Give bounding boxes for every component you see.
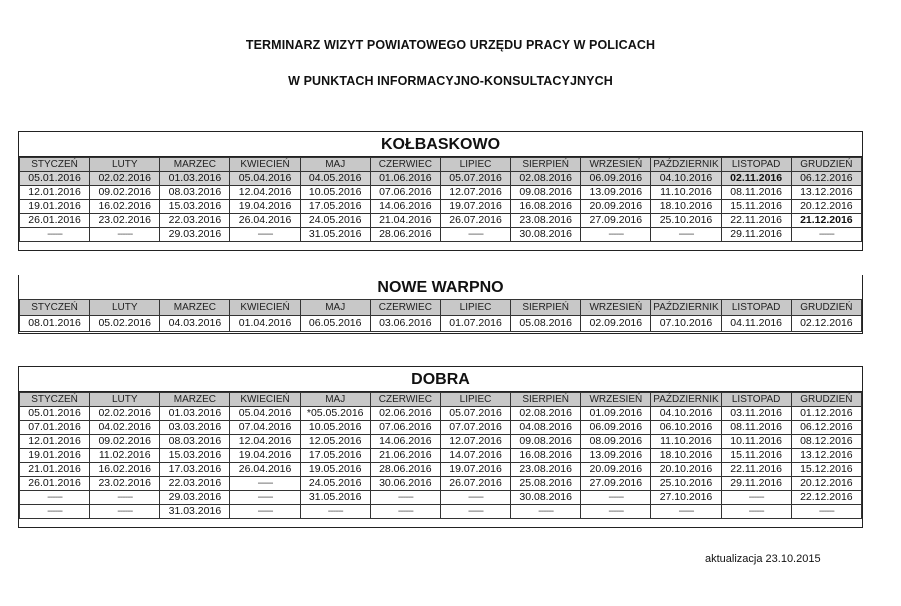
date-cell: 14.06.2016 (370, 200, 440, 214)
date-cell: 19.01.2016 (20, 449, 90, 463)
date-cell: ------ (440, 228, 510, 242)
date-cell: 26.01.2016 (20, 477, 90, 491)
date-cell: ------ (230, 477, 300, 491)
date-cell: 22.11.2016 (721, 214, 791, 228)
date-cell: ------ (440, 505, 510, 519)
date-cell: 01.07.2016 (440, 316, 510, 332)
date-cell: 26.01.2016 (20, 214, 90, 228)
month-header: SIERPIEŃ (511, 393, 581, 407)
date-cell: 21.04.2016 (370, 214, 440, 228)
date-cell: 27.10.2016 (651, 491, 721, 505)
date-cell: ------ (581, 491, 651, 505)
month-header: LISTOPAD (721, 300, 791, 316)
date-cell: 07.06.2016 (370, 421, 440, 435)
date-cell: 18.10.2016 (651, 200, 721, 214)
update-note: aktualizacja 23.10.2015 (705, 553, 821, 565)
date-cell: ------ (90, 228, 160, 242)
date-cell: 06.09.2016 (581, 172, 651, 186)
date-cell: ------ (230, 505, 300, 519)
date-cell: ------ (370, 491, 440, 505)
date-cell: 16.08.2016 (511, 449, 581, 463)
date-cell: 13.09.2016 (581, 449, 651, 463)
month-header: LISTOPAD (721, 393, 791, 407)
month-header-row (20, 158, 862, 172)
table-row (20, 421, 862, 435)
date-cell: 25.08.2016 (511, 477, 581, 491)
date-cell: 19.07.2016 (440, 200, 510, 214)
date-cell: 09.02.2016 (90, 435, 160, 449)
date-cell: 05.02.2016 (90, 316, 160, 332)
date-cell: 19.07.2016 (440, 463, 510, 477)
date-cell: 23.02.2016 (90, 477, 160, 491)
table-row (20, 463, 862, 477)
month-header: LUTY (90, 393, 160, 407)
month-header: LIPIEC (440, 300, 510, 316)
date-cell: 28.06.2016 (370, 228, 440, 242)
date-cell: 12.01.2016 (20, 435, 90, 449)
date-cell: 23.08.2016 (511, 463, 581, 477)
date-cell: 27.09.2016 (581, 477, 651, 491)
date-cell: 06.09.2016 (581, 421, 651, 435)
date-cell: 22.12.2016 (791, 491, 861, 505)
date-cell: 15.11.2016 (721, 449, 791, 463)
date-cell: 25.10.2016 (651, 477, 721, 491)
date-cell: 08.03.2016 (160, 435, 230, 449)
date-cell: 31.03.2016 (160, 505, 230, 519)
month-header: GRUDZIEŃ (791, 158, 861, 172)
date-cell: 05.07.2016 (440, 172, 510, 186)
month-header: GRUDZIEŃ (791, 393, 861, 407)
table-row (20, 214, 862, 228)
month-header: CZERWIEC (370, 158, 440, 172)
date-cell: ------ (651, 228, 721, 242)
date-cell: ------ (90, 505, 160, 519)
month-header: LIPIEC (440, 393, 510, 407)
date-cell: 10.05.2016 (300, 421, 370, 435)
date-cell: 16.02.2016 (90, 463, 160, 477)
table-row (20, 477, 862, 491)
date-cell: 02.12.2016 (791, 316, 861, 332)
date-cell: 08.11.2016 (721, 186, 791, 200)
date-cell: 07.06.2016 (370, 186, 440, 200)
date-cell: 08.11.2016 (721, 421, 791, 435)
date-cell: ------ (440, 491, 510, 505)
month-header: MAJ (300, 393, 370, 407)
date-cell: 02.09.2016 (581, 316, 651, 332)
table-row (20, 316, 862, 332)
date-cell: 12.07.2016 (440, 186, 510, 200)
date-cell: 02.11.2016 (721, 172, 791, 186)
date-cell: ------ (20, 491, 90, 505)
date-cell: 04.11.2016 (721, 316, 791, 332)
month-header: LISTOPAD (721, 158, 791, 172)
date-cell: 12.04.2016 (230, 186, 300, 200)
date-cell: 26.07.2016 (440, 214, 510, 228)
date-cell: ------ (651, 505, 721, 519)
date-cell: 23.02.2016 (90, 214, 160, 228)
date-cell: 14.06.2016 (370, 435, 440, 449)
date-cell: 06.12.2016 (791, 421, 861, 435)
date-cell: 25.10.2016 (651, 214, 721, 228)
date-cell: 01.09.2016 (581, 407, 651, 421)
date-cell: 01.12.2016 (791, 407, 861, 421)
date-cell: 19.04.2016 (230, 200, 300, 214)
date-cell: 01.04.2016 (230, 316, 300, 332)
month-header: GRUDZIEŃ (791, 300, 861, 316)
date-cell: 19.04.2016 (230, 449, 300, 463)
date-cell: ------ (511, 505, 581, 519)
table-row (20, 228, 862, 242)
date-cell: 04.02.2016 (90, 421, 160, 435)
date-cell: 02.02.2016 (90, 172, 160, 186)
date-cell: 05.04.2016 (230, 172, 300, 186)
date-cell: 12.07.2016 (440, 435, 510, 449)
month-header: MARZEC (160, 158, 230, 172)
date-cell: 12.05.2016 (300, 435, 370, 449)
date-cell: 11.10.2016 (651, 435, 721, 449)
date-cell: 01.03.2016 (160, 172, 230, 186)
date-cell: *05.05.2016 (300, 407, 370, 421)
section-nowe-warpno (18, 275, 863, 334)
date-cell: ------ (370, 505, 440, 519)
date-cell: 21.12.2016 (791, 214, 861, 228)
date-cell: 26.04.2016 (230, 463, 300, 477)
date-cell: ------ (581, 228, 651, 242)
table-row (20, 435, 862, 449)
date-cell: 06.05.2016 (300, 316, 370, 332)
date-cell: ------ (300, 505, 370, 519)
date-cell: 15.12.2016 (791, 463, 861, 477)
month-header: KWIECIEŃ (230, 393, 300, 407)
date-cell: 31.05.2016 (300, 228, 370, 242)
date-cell: 29.11.2016 (721, 228, 791, 242)
month-header: STYCZEŃ (20, 393, 90, 407)
date-cell: 13.12.2016 (791, 186, 861, 200)
date-cell: 12.04.2016 (230, 435, 300, 449)
date-cell: 17.05.2016 (300, 200, 370, 214)
date-cell: 09.08.2016 (511, 186, 581, 200)
date-cell: 16.02.2016 (90, 200, 160, 214)
date-cell: 06.10.2016 (651, 421, 721, 435)
table-row (20, 407, 862, 421)
date-cell: 15.11.2016 (721, 200, 791, 214)
date-cell: ------ (721, 491, 791, 505)
date-cell: 24.05.2016 (300, 214, 370, 228)
date-cell: 07.10.2016 (651, 316, 721, 332)
date-cell: 23.08.2016 (511, 214, 581, 228)
date-cell: 20.09.2016 (581, 200, 651, 214)
date-cell: 27.09.2016 (581, 214, 651, 228)
date-cell: 11.10.2016 (651, 186, 721, 200)
date-cell: 05.01.2016 (20, 407, 90, 421)
date-cell: 03.11.2016 (721, 407, 791, 421)
date-cell: ------ (230, 228, 300, 242)
month-header: MAJ (300, 158, 370, 172)
date-cell: ------ (20, 228, 90, 242)
date-cell: 04.10.2016 (651, 172, 721, 186)
date-cell: 02.06.2016 (370, 407, 440, 421)
date-cell: 22.03.2016 (160, 214, 230, 228)
date-cell: 21.01.2016 (20, 463, 90, 477)
date-cell: 17.05.2016 (300, 449, 370, 463)
date-cell: 20.12.2016 (791, 200, 861, 214)
section-dobra (18, 366, 863, 528)
month-header: WRZESIEŃ (581, 158, 651, 172)
date-cell: 05.04.2016 (230, 407, 300, 421)
date-cell: 29.03.2016 (160, 491, 230, 505)
date-cell: 20.10.2016 (651, 463, 721, 477)
month-header: PAŹDZIERNIK (651, 393, 721, 407)
month-header: PAŹDZIERNIK (651, 300, 721, 316)
date-cell: 30.08.2016 (511, 228, 581, 242)
section-title: KOŁBASKOWO (19, 132, 862, 157)
date-cell: 22.11.2016 (721, 463, 791, 477)
date-cell: 02.08.2016 (511, 172, 581, 186)
table-row (20, 172, 862, 186)
date-cell: 17.03.2016 (160, 463, 230, 477)
date-cell: 12.01.2016 (20, 186, 90, 200)
date-cell: 30.06.2016 (370, 477, 440, 491)
date-cell: 06.12.2016 (791, 172, 861, 186)
table-row (20, 186, 862, 200)
month-header: CZERWIEC (370, 300, 440, 316)
table-row (20, 505, 862, 519)
date-cell: 18.10.2016 (651, 449, 721, 463)
month-header: STYCZEŃ (20, 300, 90, 316)
date-cell: ------ (721, 505, 791, 519)
date-cell: 04.10.2016 (651, 407, 721, 421)
month-header: WRZESIEŃ (581, 393, 651, 407)
section-title: DOBRA (19, 367, 862, 392)
date-cell: 07.07.2016 (440, 421, 510, 435)
month-header: SIERPIEŃ (511, 300, 581, 316)
date-cell: ------ (581, 505, 651, 519)
schedule-table (19, 299, 862, 332)
date-cell: ------ (90, 491, 160, 505)
date-cell: 15.03.2016 (160, 449, 230, 463)
month-header: SIERPIEŃ (511, 158, 581, 172)
date-cell: 20.12.2016 (791, 477, 861, 491)
date-cell: 05.08.2016 (511, 316, 581, 332)
month-header: PAŹDZIERNIK (651, 158, 721, 172)
document-subtitle: W PUNKTACH INFORMACYJNO-KONSULTACYJNYCH (288, 74, 613, 88)
date-cell: 04.08.2016 (511, 421, 581, 435)
date-cell: 28.06.2016 (370, 463, 440, 477)
date-cell: 01.06.2016 (370, 172, 440, 186)
date-cell: 26.04.2016 (230, 214, 300, 228)
month-header: WRZESIEŃ (581, 300, 651, 316)
table-row (20, 200, 862, 214)
schedule-table (19, 157, 862, 242)
date-cell: 09.02.2016 (90, 186, 160, 200)
date-cell: 08.09.2016 (581, 435, 651, 449)
date-cell: 01.03.2016 (160, 407, 230, 421)
date-cell: 13.12.2016 (791, 449, 861, 463)
month-header: LUTY (90, 300, 160, 316)
date-cell: 11.02.2016 (90, 449, 160, 463)
date-cell: 02.02.2016 (90, 407, 160, 421)
schedule-table (19, 392, 862, 519)
date-cell: 04.05.2016 (300, 172, 370, 186)
date-cell: ------ (791, 228, 861, 242)
date-cell: 19.05.2016 (300, 463, 370, 477)
date-cell: 24.05.2016 (300, 477, 370, 491)
month-header: LUTY (90, 158, 160, 172)
date-cell: 08.12.2016 (791, 435, 861, 449)
section-kolbaskowo (18, 131, 863, 251)
month-header-row (20, 393, 862, 407)
date-cell: 10.11.2016 (721, 435, 791, 449)
date-cell: 21.06.2016 (370, 449, 440, 463)
date-cell: 05.07.2016 (440, 407, 510, 421)
date-cell: 29.11.2016 (721, 477, 791, 491)
date-cell: 10.05.2016 (300, 186, 370, 200)
month-header: MARZEC (160, 393, 230, 407)
month-header: KWIECIEŃ (230, 158, 300, 172)
date-cell: 03.06.2016 (370, 316, 440, 332)
date-cell: 26.07.2016 (440, 477, 510, 491)
section-title: NOWE WARPNO (377, 279, 504, 296)
date-cell: 07.04.2016 (230, 421, 300, 435)
table-row (20, 449, 862, 463)
date-cell: ------ (20, 505, 90, 519)
date-cell: 03.03.2016 (160, 421, 230, 435)
date-cell: 05.01.2016 (20, 172, 90, 186)
date-cell: 04.03.2016 (160, 316, 230, 332)
date-cell: 31.05.2016 (300, 491, 370, 505)
date-cell: 08.01.2016 (20, 316, 90, 332)
date-cell: 09.08.2016 (511, 435, 581, 449)
date-cell: ------ (791, 505, 861, 519)
date-cell: 15.03.2016 (160, 200, 230, 214)
table-row (20, 491, 862, 505)
date-cell: 14.07.2016 (440, 449, 510, 463)
month-header: MAJ (300, 300, 370, 316)
document-title: TERMINARZ WIZYT POWIATOWEGO URZĘDU PRACY W POLICACH (245, 38, 656, 52)
date-cell: 13.09.2016 (581, 186, 651, 200)
date-cell: 16.08.2016 (511, 200, 581, 214)
date-cell: 19.01.2016 (20, 200, 90, 214)
month-header: STYCZEŃ (20, 158, 90, 172)
date-cell: 08.03.2016 (160, 186, 230, 200)
month-header-row (20, 300, 862, 316)
date-cell: 30.08.2016 (511, 491, 581, 505)
month-header: CZERWIEC (370, 393, 440, 407)
date-cell: 07.01.2016 (20, 421, 90, 435)
month-header: LIPIEC (440, 158, 510, 172)
date-cell: ------ (230, 491, 300, 505)
month-header: MARZEC (160, 300, 230, 316)
date-cell: 02.08.2016 (511, 407, 581, 421)
month-header: KWIECIEŃ (230, 300, 300, 316)
date-cell: 22.03.2016 (160, 477, 230, 491)
date-cell: 20.09.2016 (581, 463, 651, 477)
date-cell: 29.03.2016 (160, 228, 230, 242)
